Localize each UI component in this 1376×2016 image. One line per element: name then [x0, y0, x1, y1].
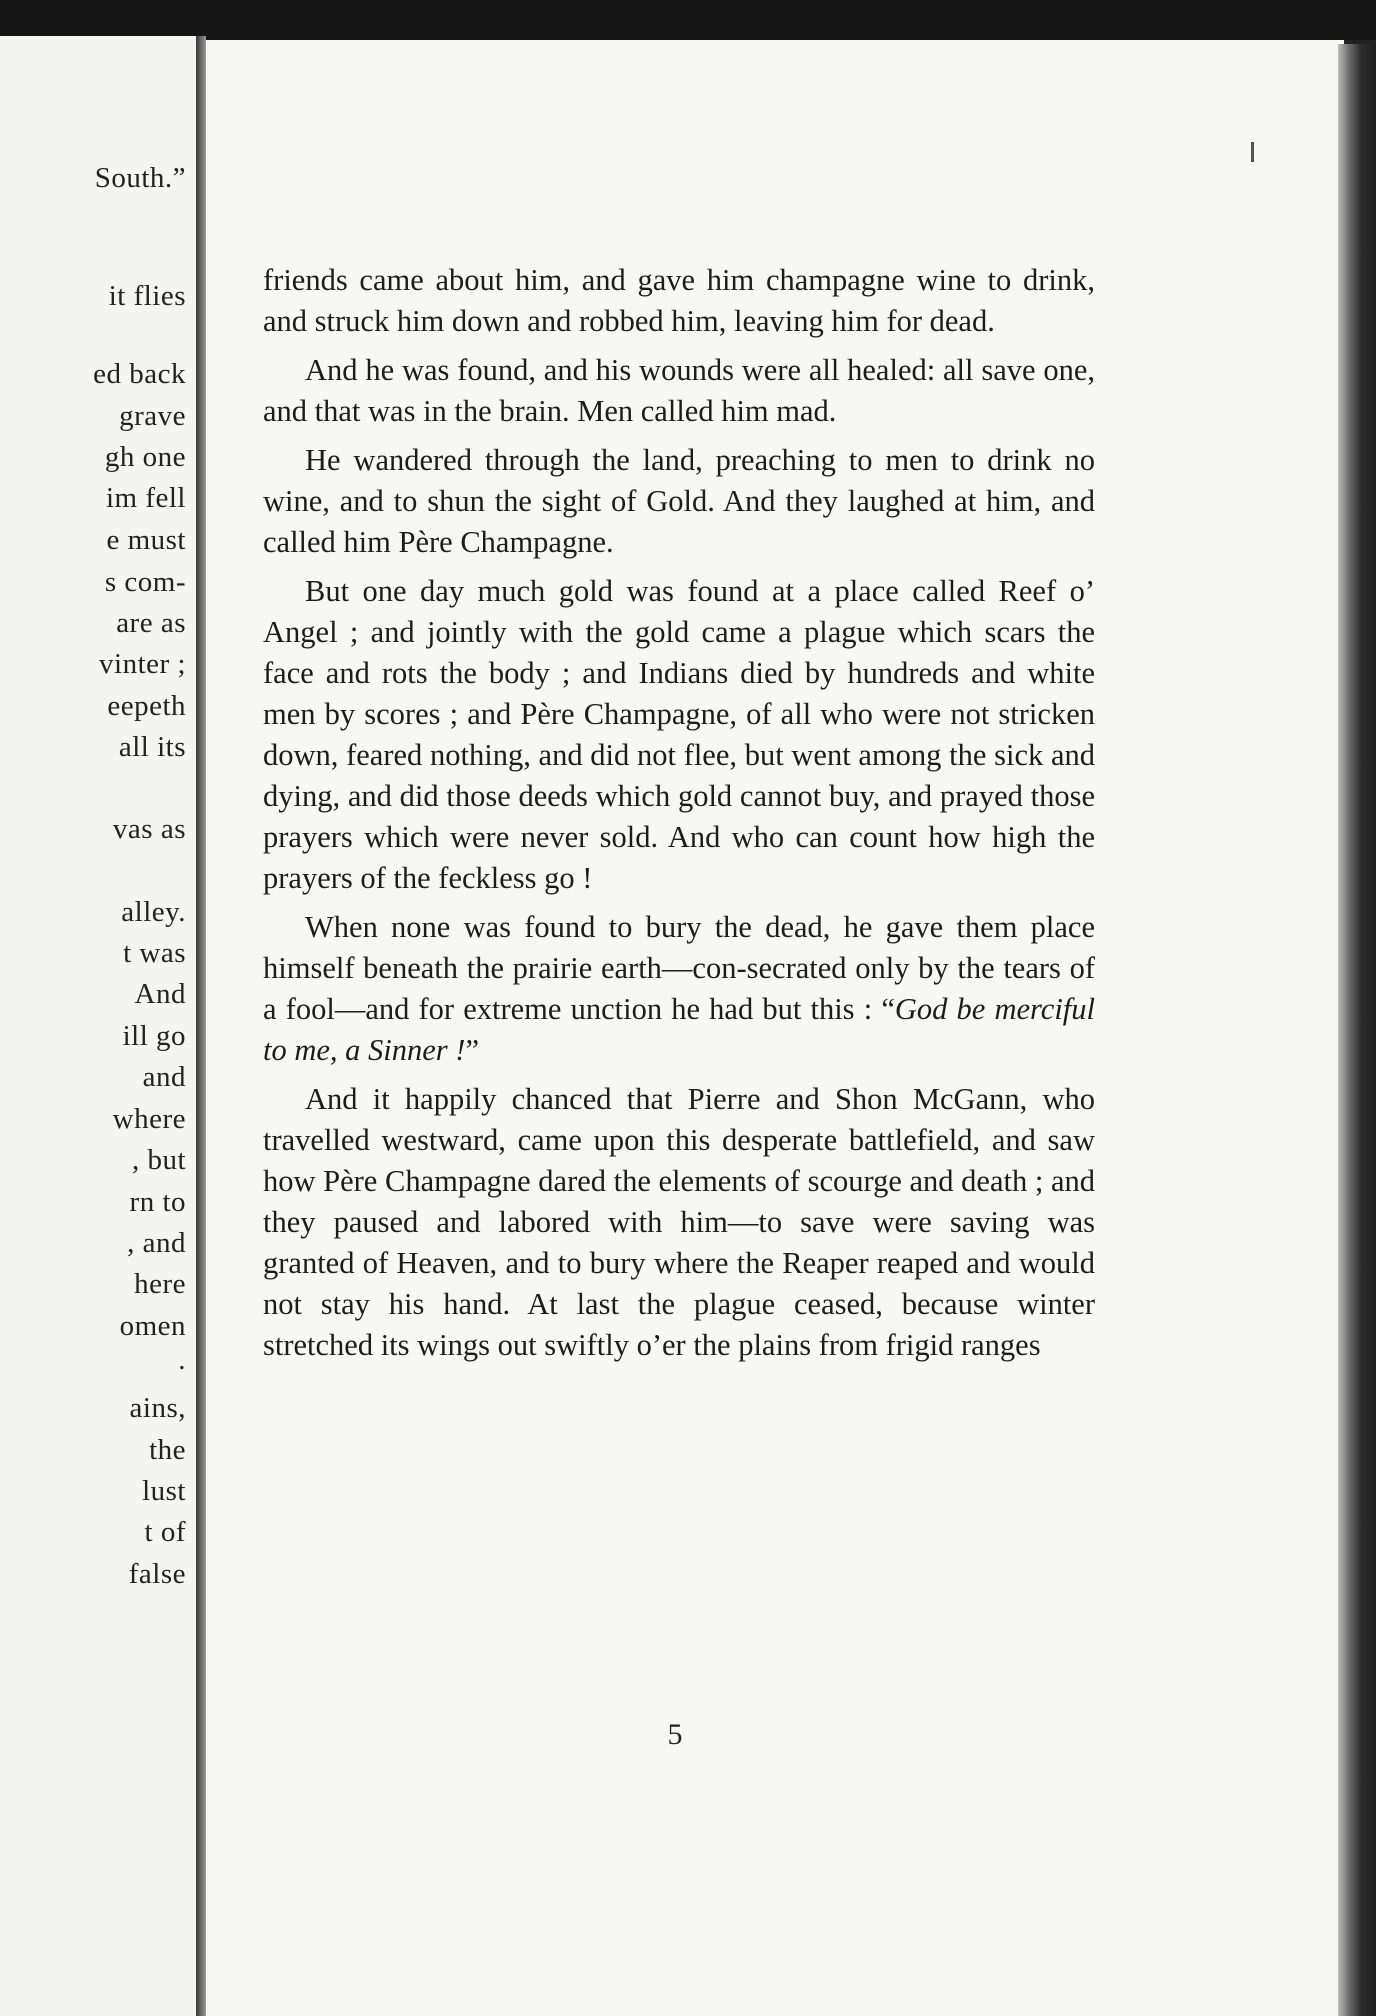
italic-quote: God be merciful to me, a Sinner !: [263, 992, 1095, 1067]
left-page-line: .: [178, 1344, 186, 1376]
left-page-line: lust: [142, 1475, 186, 1507]
paragraph: friends came about him, and gave him champagne wine to drink, and struck him down and robbed him, leaving him for dead.: [263, 263, 1095, 338]
left-page-line: ains,: [129, 1392, 186, 1424]
left-page-line: the: [149, 1434, 186, 1466]
paragraph: But one day much gold was found at a place called Reef o’ Angel ; and jointly with the gold came a plague which scars the face and rots the body ; and Indians died by hundreds and white men by scores ; and Père Champagne, of all who were not stricken down, feared nothing, and did not flee, but went among the sick and dying, and did those deeds which gold cannot buy, and prayed those prayers which were never sold. And who can count how high the prayers of the feckless go !: [263, 574, 1095, 895]
left-page-line: vas as: [112, 813, 186, 845]
left-page-line: rn to: [129, 1186, 186, 1218]
left-page-line: omen: [119, 1310, 186, 1342]
left-page-line: t of: [144, 1516, 186, 1548]
left-page-line: South.”: [94, 162, 186, 194]
book-gutter: [196, 36, 206, 2016]
left-page-line: e must: [106, 524, 186, 556]
left-page-line: all its: [118, 731, 186, 763]
left-page-line: vinter ;: [99, 648, 186, 680]
left-page-line: are as: [116, 607, 186, 639]
left-page-line: s com-: [104, 566, 186, 598]
body-text: [263, 260, 1095, 1374]
left-page-line: And: [134, 978, 186, 1010]
left-page-line: grave: [119, 400, 186, 432]
left-page-line: it flies: [108, 280, 186, 312]
left-page-line: here: [134, 1268, 186, 1300]
left-page-line: im fell: [105, 482, 186, 514]
left-page-line: , but: [131, 1144, 186, 1176]
paragraph: When none was found to bury the dead, he gave them place himself beneath the prairie earth—con-secrated only by the tears of a fool—and for extreme unction he had but this : “God be merciful to me, a Sinner !”: [263, 910, 1095, 1067]
left-page-line: where: [112, 1103, 186, 1135]
left-page-line: ed back: [93, 358, 186, 390]
paragraph: He wandered through the land, preaching to men to drink no wine, and to shun the sight of Gold. And they laughed at him, and called him Père Champagne.: [263, 443, 1095, 559]
left-page-line: gh one: [104, 441, 186, 473]
left-page-line: false: [128, 1558, 186, 1590]
left-page-line: and: [142, 1061, 186, 1093]
left-page-line: eepeth: [107, 690, 186, 722]
scan-top-border: [0, 0, 1376, 40]
paragraph: And it happily chanced that Pierre and Shon McGann, who travelled westward, came upon this desperate battlefield, and saw how Père Champagne dared the elements of scourge and death ; and they paused and labored with him—to save were saving was granted of Heaven, and to bury where the Reaper reaped and would not stay his hand. At last the plague ceased, because winter stretched its wings out swiftly o’er the plains from frigid ranges: [263, 1082, 1095, 1362]
left-page-line: ill go: [122, 1020, 186, 1052]
page-edge: [1338, 44, 1376, 2016]
left-page: [0, 36, 198, 2016]
page-number: 5: [667, 1718, 683, 1751]
left-page-line: alley.: [121, 896, 186, 928]
left-page-line: , and: [127, 1227, 186, 1259]
page-blemish: [1251, 142, 1254, 162]
paragraph: And he was found, and his wounds were all healed: all save one, and that was in the brain. Men called him mad.: [263, 353, 1095, 428]
left-page-line: t was: [123, 937, 186, 969]
